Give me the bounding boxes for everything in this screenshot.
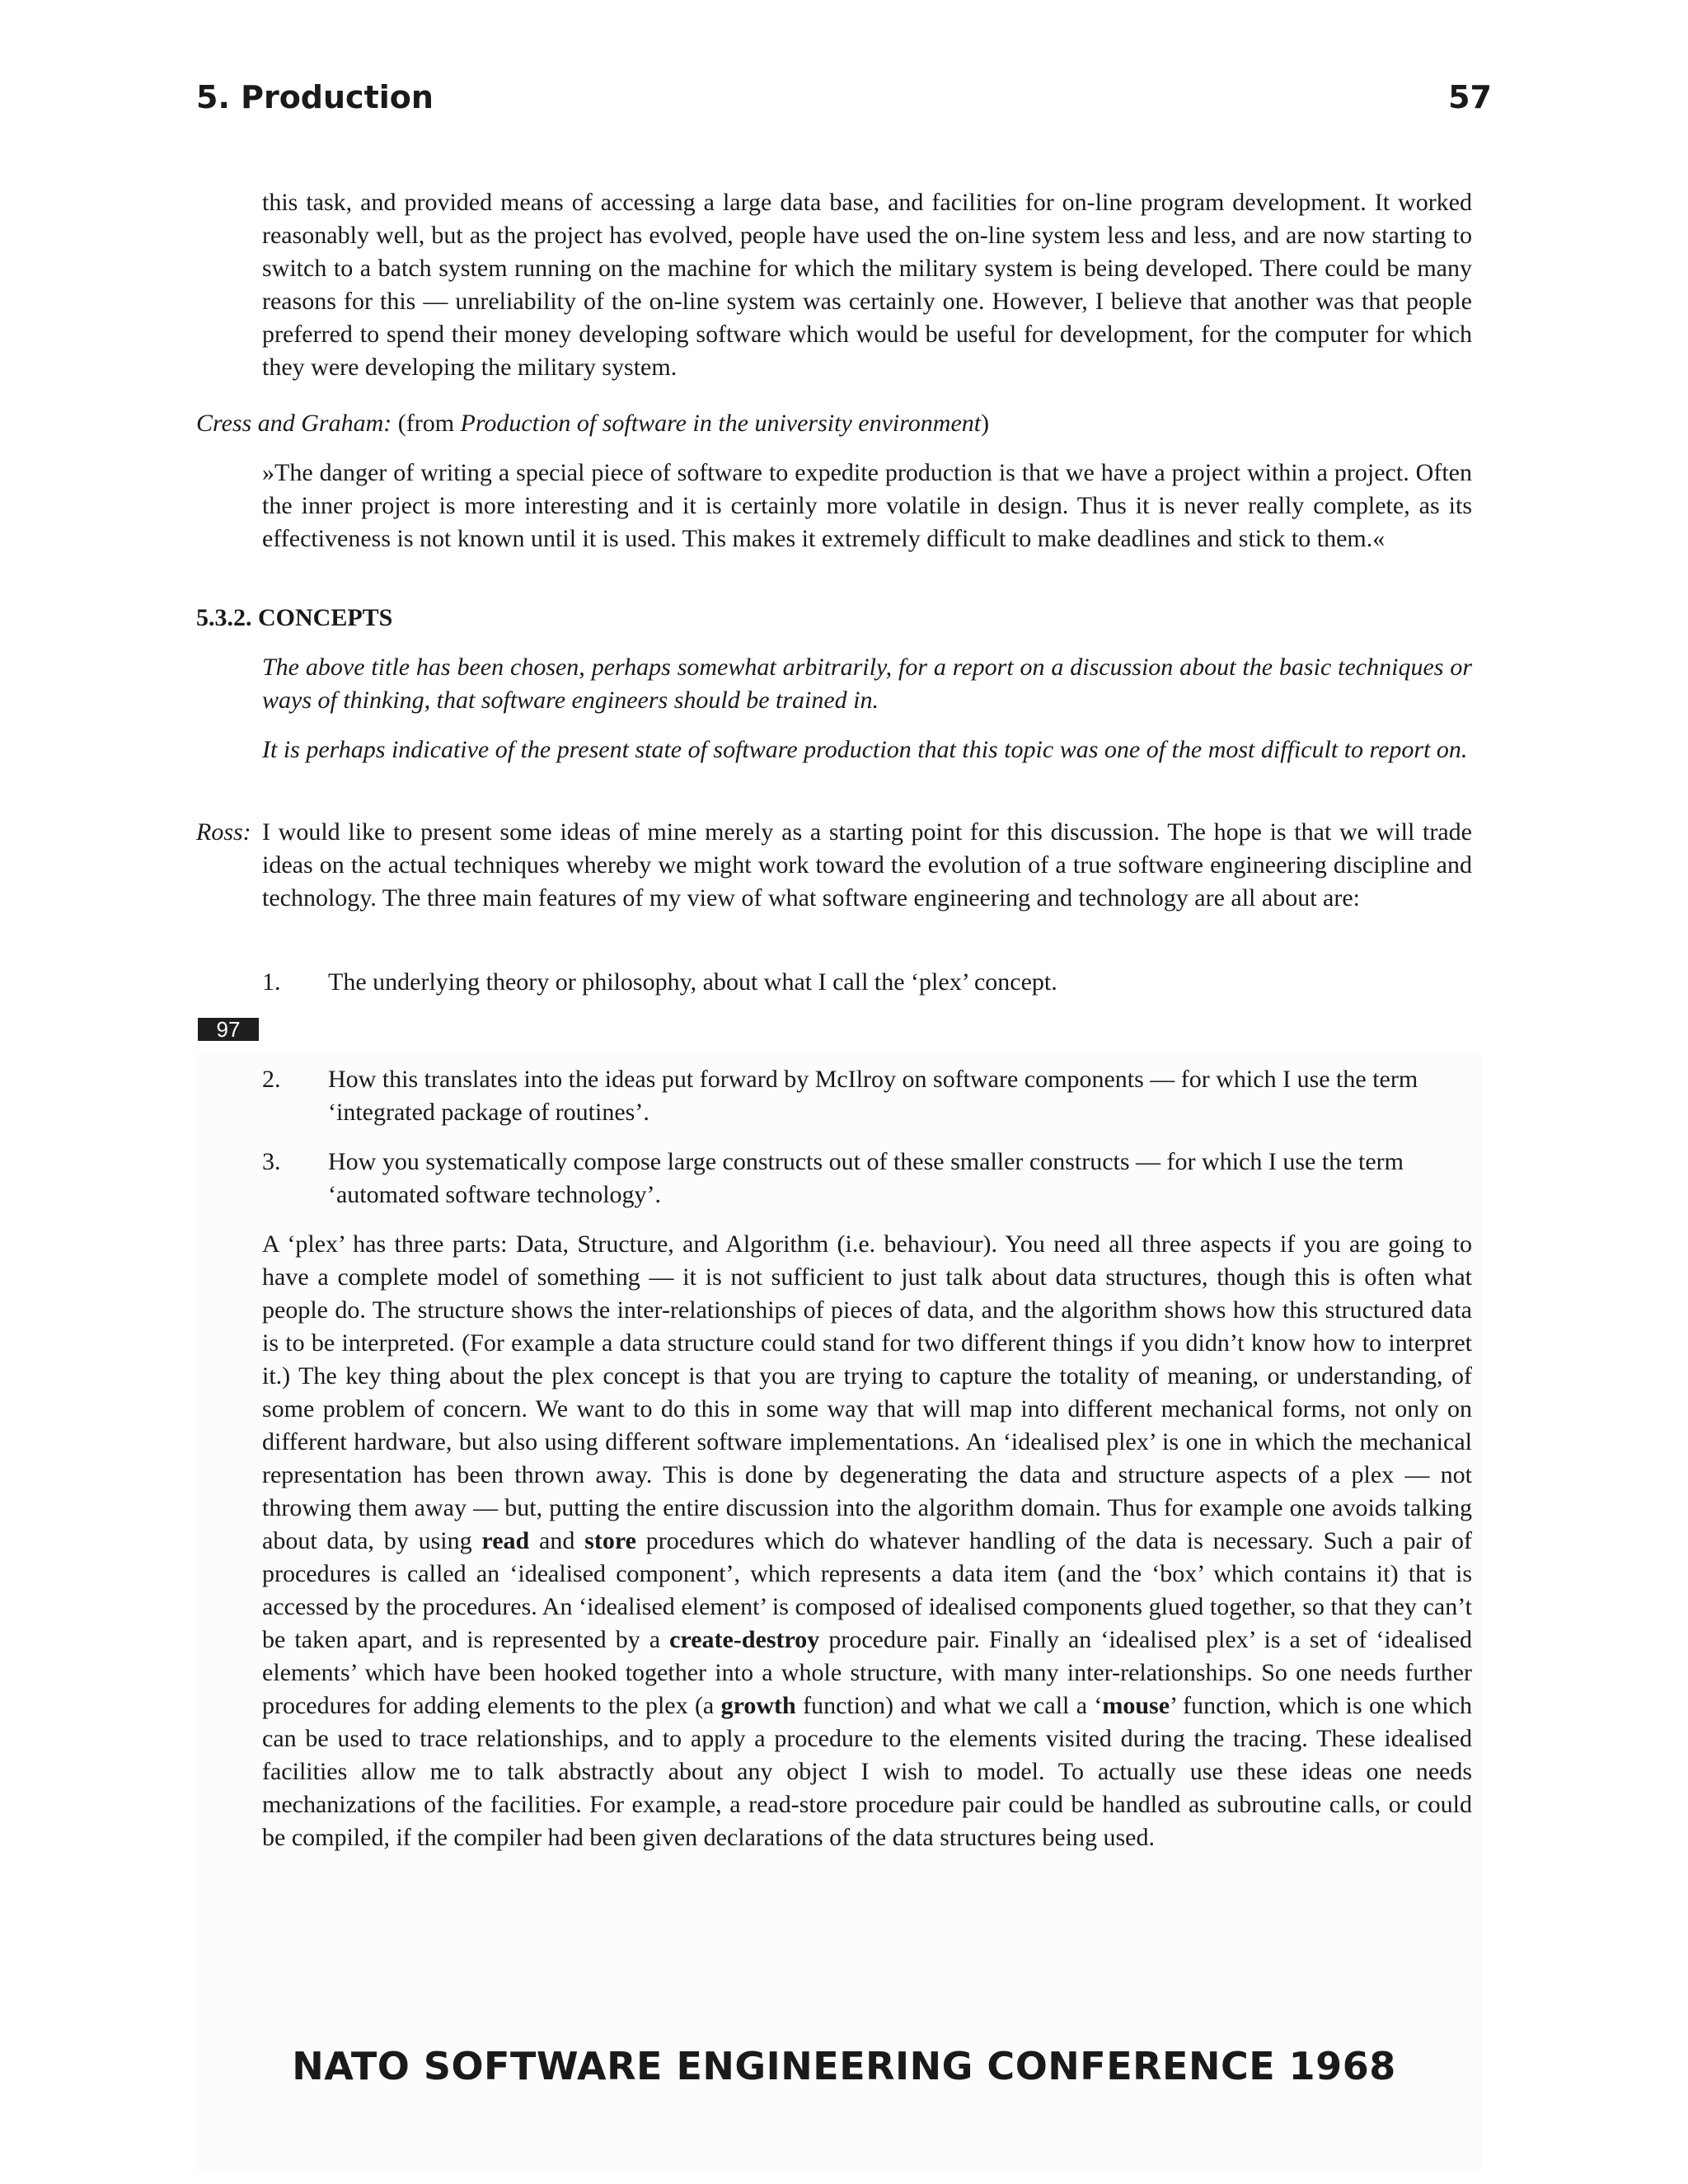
source-title: Production of software in the university environment bbox=[460, 410, 982, 437]
intro-text-2: It is perhaps indicative of the present state of software production that this topic was one of the most difficult to report on. bbox=[262, 736, 1468, 763]
speaker-name: Cress and Graham: bbox=[196, 410, 392, 437]
ross-text: I would like to present some ideas of mine merely as a starting point for this discussion. The hope is that we will trade ideas on the actual techniques whereby we might work toward the evolution of a true software engineering discipline and technology. The three main features of my view of what software engineering and technology are all about are: bbox=[262, 818, 1472, 912]
paragraph-text: this task, and provided means of accessing a large data base, and facilities for on-line program development. It worked reasonably well, but as the project has evolved, people have used the on-line system less and less, and are now starting to switch to a batch system running on the machine for which the military system is being developed. There could be many reasons for this — unreliability of the on-line system was certainly one. However, I believe that another was that people preferred to spend their money developing software which would be useful for development, for the computer for which they were developing the military system. bbox=[262, 189, 1472, 381]
section-heading: 5.3.2. CONCEPTS bbox=[196, 604, 393, 631]
list-number: 2. bbox=[262, 1066, 281, 1093]
list-item bbox=[262, 966, 1472, 999]
list-text: How this translates into the ideas put forward by McIlroy on software components — for which I use the term ‘integrated package of routines’. bbox=[328, 1066, 1418, 1126]
list-text: The underlying theory or philosophy, about what I call the ‘plex’ concept. bbox=[328, 968, 1057, 996]
from-suffix: ) bbox=[981, 410, 990, 437]
list-text: How you systematically compose large constructs out of these smaller constructs — for which I use the term ‘automated software technology’. bbox=[328, 1148, 1404, 1208]
plex-text: A ‘plex’ has three parts: Data, Structure, and Algorithm (i.e. behaviour). You need all three aspects if you are going to have a complete model of something — it is not sufficient to just talk about data structures, though this is often what people do. The structure shows the inter-relationships of pieces of data, and the algorithm shows how this structured data is to be interpreted. (For example a data structure could stand for two different things if you didn’t know how to interpret it.) The key thing about the plex concept is that you are trying to capture the totality of meaning, or understanding, of some problem of concern. We want to do this in some way that will map into different mechanical forms, not only on different hardware, but also using different software implementations. An ‘idealised plex’ is one in which the mechanical representation has been thrown away. This is done by degenerating the data and structure aspects of a plex — not throwing them away — but, putting the entire discussion into the algorithm domain. Thus for example one avoids talking about data, by using read and store procedures which do whatever handling of the data is necessary. Such a pair of procedures is called an ‘idealised component’, which represents a data item (and the ‘box’ which contains it) that is accessed by the procedures. An ‘idealised element’ is composed of idealised components glued together, so that they can’t be taken apart, and is represented by a create-destroy procedure pair. Finally an ‘idealised plex’ is a set of ‘idealised elements’ which have been hooked together into a whole structure, with many inter-relationships. So one needs further procedures for adding elements to the plex (a growth function) and what we call a ‘mouse’ function, which is one which can be used to trace relationships, and to apply a procedure to the elements visited during the tracing. These idealised facilities allow me to talk abstractly about any object I wish to model. To actually use these ideas one needs mechanizations of the facilities. For example, a read-store procedure pair could be handled as subroutine calls, or could be compiled, if the compiler had been given declarations of the data structures being used. bbox=[262, 1230, 1472, 1851]
intro-paragraph-2 bbox=[262, 733, 1472, 766]
chapter-title: 5. Production bbox=[196, 79, 434, 115]
ross-statement bbox=[196, 816, 1472, 915]
original-page-badge: 97 bbox=[198, 1018, 259, 1041]
from-prefix: (from bbox=[397, 410, 461, 437]
speaker-name-ross: Ross: bbox=[196, 818, 251, 846]
conference-footer: NATO SOFTWARE ENGINEERING CONFERENCE 1968 bbox=[292, 2044, 1396, 2088]
term-store: store bbox=[584, 1527, 636, 1554]
intro-paragraph-1 bbox=[262, 651, 1472, 717]
running-header bbox=[196, 79, 1492, 120]
plex-paragraph bbox=[262, 1228, 1472, 1854]
paragraph-continued bbox=[262, 186, 1472, 384]
intro-text-1: The above title has been chosen, perhaps somewhat arbitrarily, for a report on a discussion about the basic techniques or ways of thinking, that software engineers should be trained in. bbox=[262, 654, 1472, 714]
page-number: 57 bbox=[1448, 79, 1492, 115]
list-number: 3. bbox=[262, 1148, 281, 1175]
quote-block bbox=[262, 457, 1472, 555]
list-number: 1. bbox=[262, 968, 281, 996]
list-item bbox=[262, 1063, 1472, 1129]
list-item bbox=[262, 1146, 1472, 1212]
cress-graham-attribution bbox=[196, 407, 1472, 440]
quote-text: »The danger of writing a special piece of software to expedite production is that we have a project within a project. Often the inner project is more interesting and it is certainly more volatile in design. Thus it is never really complete, as its effectiveness is not known until it is used. This makes it extremely difficult to make deadlines and stick to them.« bbox=[262, 459, 1472, 552]
term-create-destroy: create-destroy bbox=[669, 1626, 820, 1653]
term-growth: growth bbox=[720, 1692, 796, 1719]
term-read: read bbox=[481, 1527, 530, 1554]
term-mouse: mouse bbox=[1102, 1692, 1170, 1719]
